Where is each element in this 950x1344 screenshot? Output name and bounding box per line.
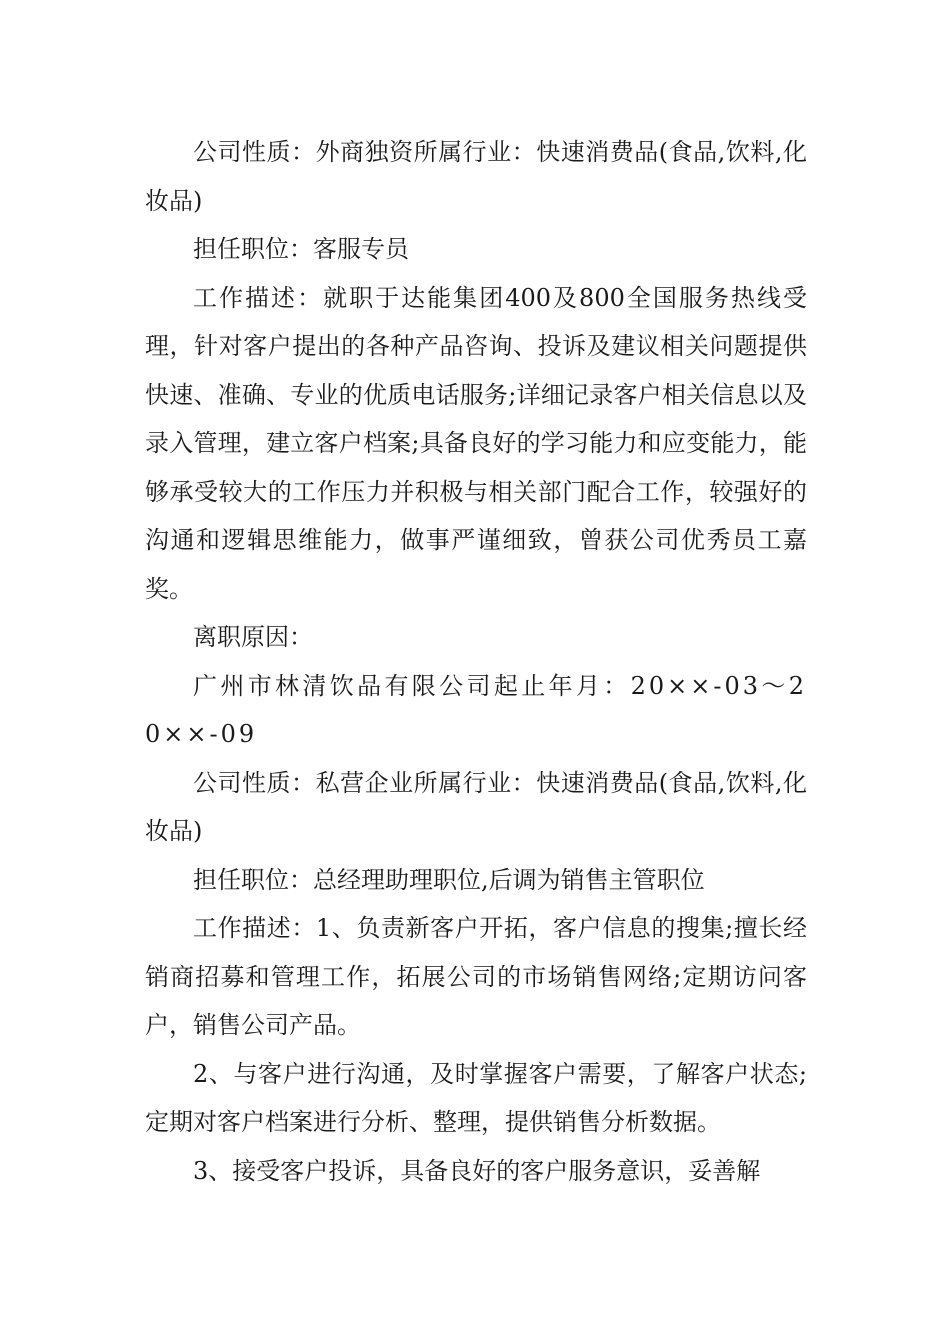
paragraph-position-1: 担任职位：客服专员 <box>193 235 409 263</box>
paragraph-position-2: 担任职位：总经理助理职位,后调为销售主管职位 <box>193 865 705 894</box>
paragraph-company-nature-1: 公司性质：外商独资所属行业：快速消费品(食品,饮料,化妆品) <box>145 138 807 215</box>
paragraph-company-nature-2: 公司性质：私营企业所属行业：快速消费品(食品,饮料,化妆品) <box>145 768 807 845</box>
paragraph-company-period: 广州市林清饮品有限公司起止年月：20××-03～20××-09 <box>145 671 807 748</box>
paragraph-job-description-2: 工作描述：1、负责新客户开拓，客户信息的搜集;擅长经销商招募和管理工作，拓展公司的市场销售网络;定期访问客户，销售公司产品。 <box>145 914 807 1039</box>
paragraph-duty-2: 2、与客户进行沟通，及时掌握客户需要，了解客户状态;定期对客户档案进行分析、整理，提供销售分析数据。 <box>145 1059 807 1136</box>
paragraph-duty-3: 3、接受客户投诉，具备良好的客户服务意识，妥善解 <box>193 1156 761 1185</box>
document-body <box>145 128 807 1195</box>
paragraph-leaving-reason: 离职原因： <box>193 623 313 651</box>
paragraph-job-description-1: 工作描述：就职于达能集团400及800全国服务热线受理，针对客户提出的各种产品咨询、投诉及建议相关问题提供快速、准确、专业的优质电话服务;详细记录客户相关信息以及录入管理，建立客户档案;具备良好的学习能力和应变能力，能够承受较大的工作压力并积极与相关部门配合工作，较强好的沟通和逻辑思维能力，做事严谨细致，曾获公司优秀员工嘉奖。 <box>145 283 807 603</box>
